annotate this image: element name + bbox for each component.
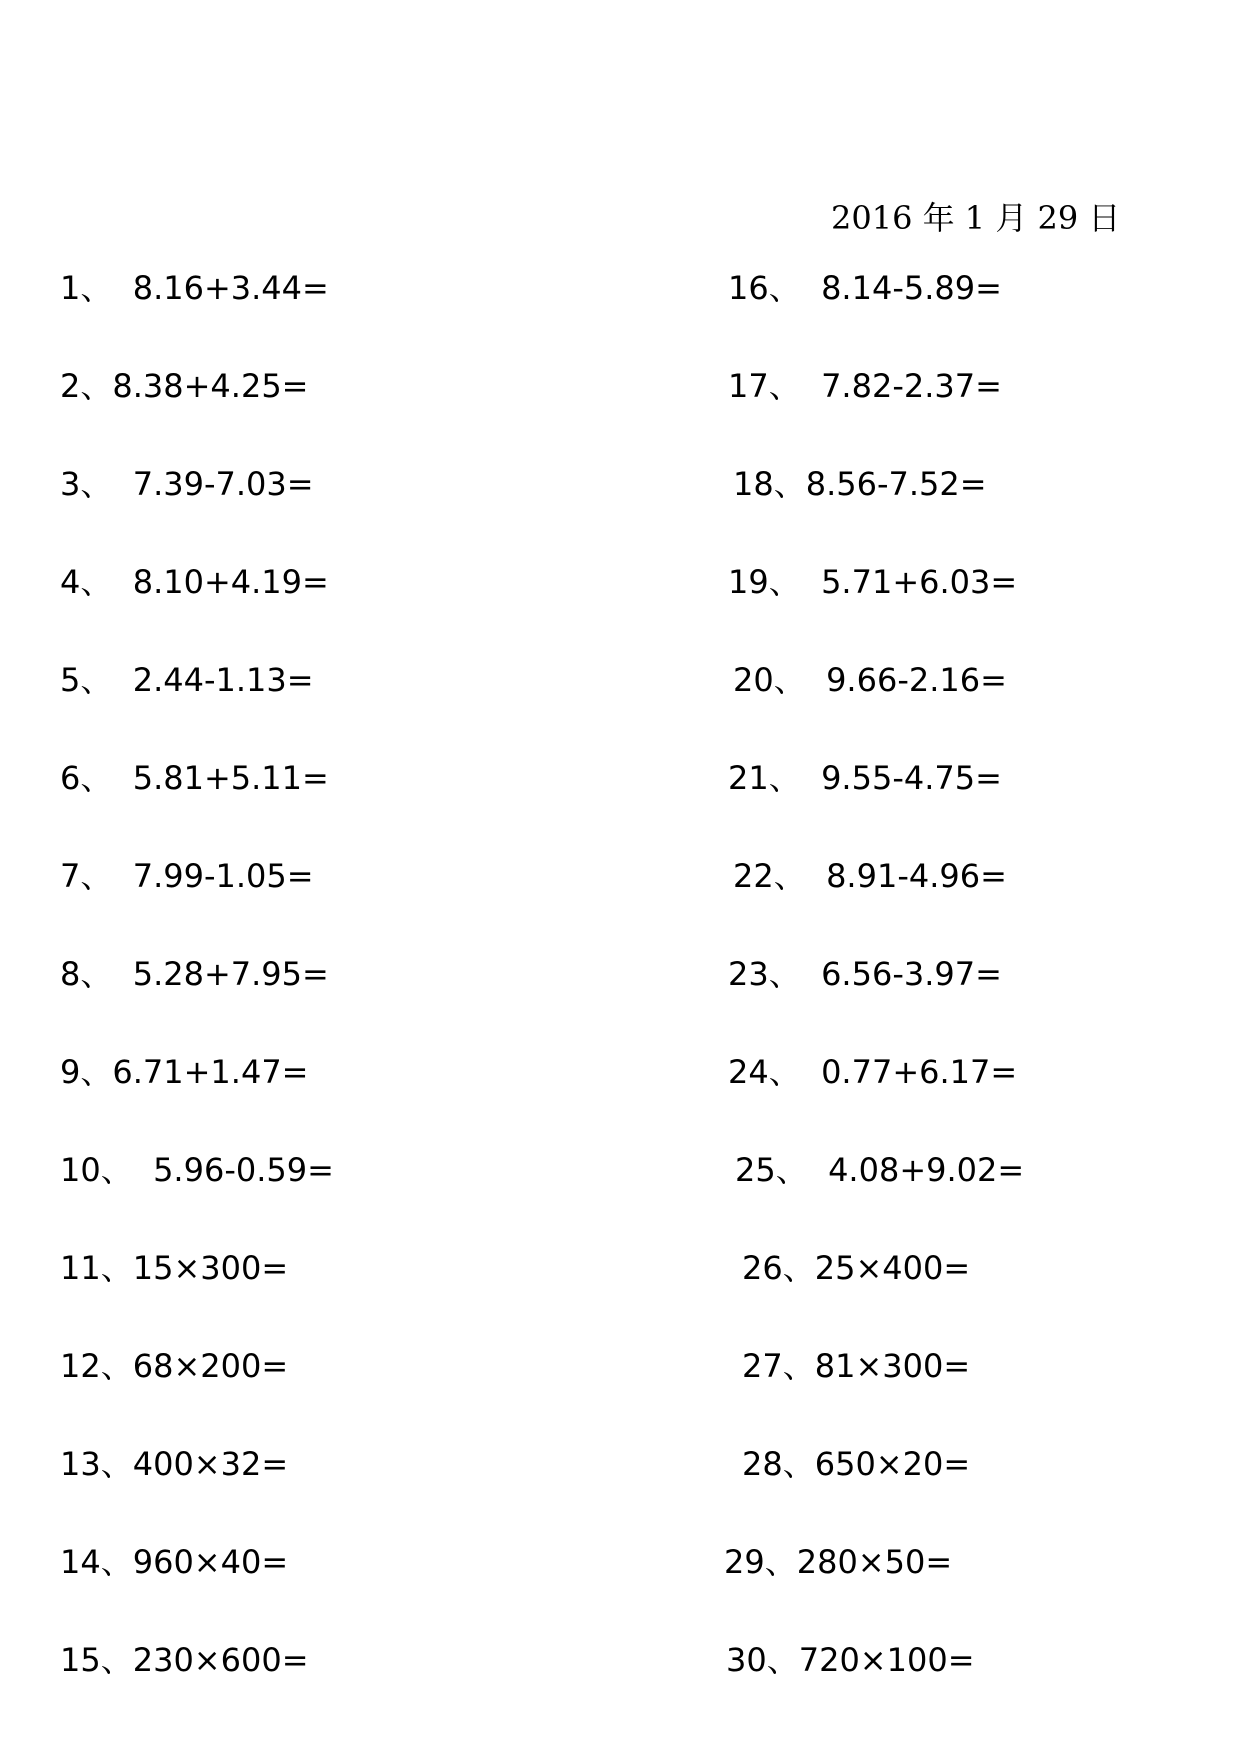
problem-11: 11、15×300= (60, 1249, 289, 1287)
problem-2: 2、8.38+4.25= (60, 367, 309, 405)
problem-19: 19、 5.71+6.03= (728, 563, 1018, 601)
problem-26: 26、25×400= (742, 1249, 971, 1287)
problem-29: 29、280×50= (724, 1543, 953, 1581)
problem-18: 18、8.56-7.52= (733, 465, 987, 503)
problem-14: 14、960×40= (60, 1543, 289, 1581)
problem-12: 12、68×200= (60, 1347, 289, 1385)
problem-17: 17、 7.82-2.37= (728, 367, 1002, 405)
problem-3: 3、 7.39-7.03= (60, 465, 314, 503)
problem-4: 4、 8.10+4.19= (60, 563, 329, 601)
problem-10: 10、 5.96-0.59= (60, 1151, 334, 1189)
problem-9: 9、6.71+1.47= (60, 1053, 309, 1091)
problem-20: 20、 9.66-2.16= (733, 661, 1007, 699)
problem-25: 25、 4.08+9.02= (735, 1151, 1025, 1189)
problem-7: 7、 7.99-1.05= (60, 857, 314, 895)
problem-21: 21、 9.55-4.75= (728, 759, 1002, 797)
problem-22: 22、 8.91-4.96= (733, 857, 1007, 895)
problem-24: 24、 0.77+6.17= (728, 1053, 1018, 1091)
problem-28: 28、650×20= (742, 1445, 971, 1483)
date-header: 2016 年 1 月 29 日 (831, 199, 1121, 237)
problem-30: 30、720×100= (726, 1641, 975, 1679)
problem-23: 23、 6.56-3.97= (728, 955, 1002, 993)
problem-8: 8、 5.28+7.95= (60, 955, 329, 993)
problem-1: 1、 8.16+3.44= (60, 269, 329, 307)
problem-15: 15、230×600= (60, 1641, 309, 1679)
problem-6: 6、 5.81+5.11= (60, 759, 329, 797)
problem-5: 5、 2.44-1.13= (60, 661, 314, 699)
problem-13: 13、400×32= (60, 1445, 289, 1483)
problem-16: 16、 8.14-5.89= (728, 269, 1002, 307)
problem-27: 27、81×300= (742, 1347, 971, 1385)
